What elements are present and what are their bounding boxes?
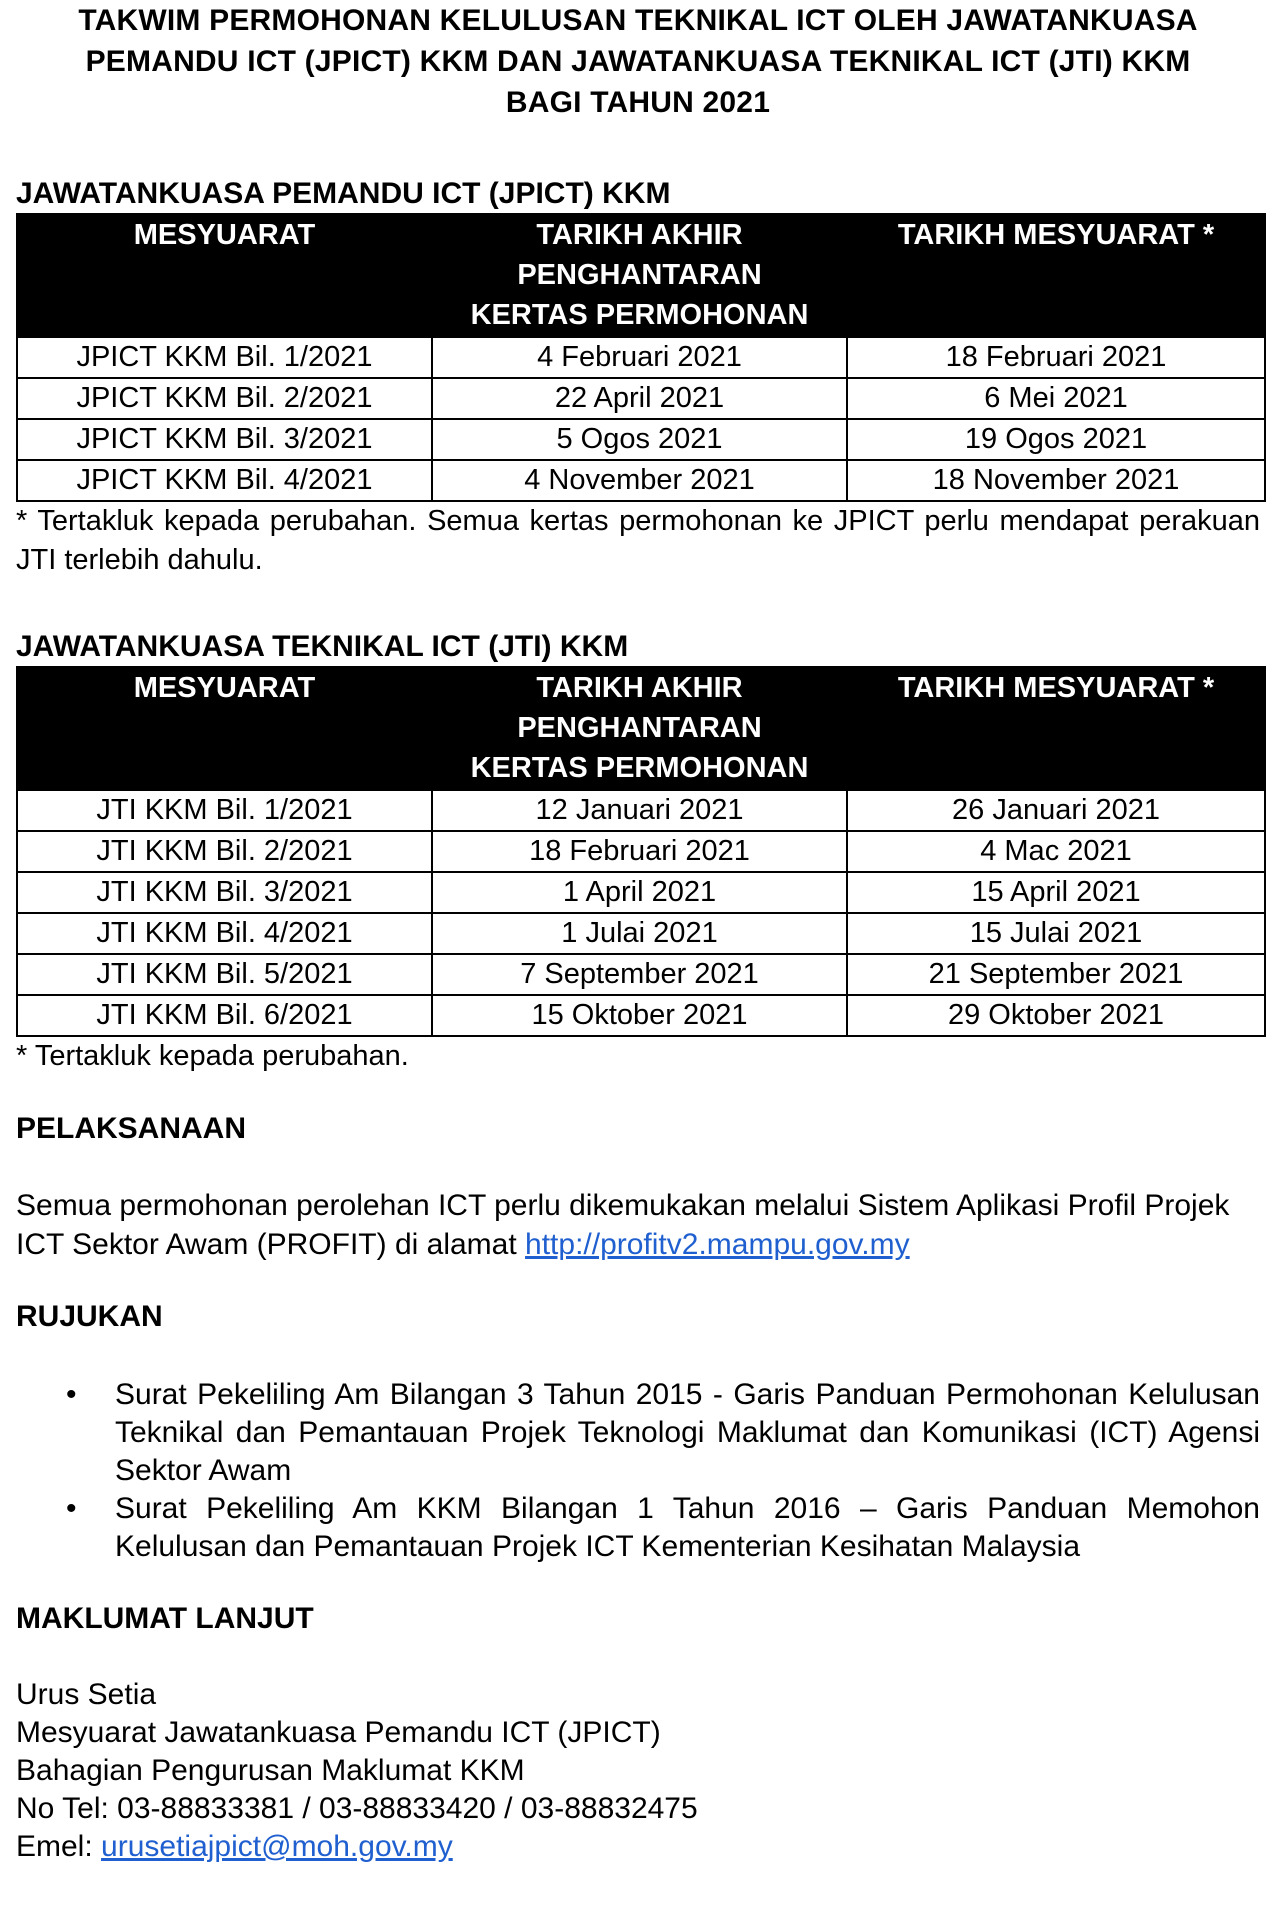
deadline-cell: 1 Julai 2021 <box>432 913 847 954</box>
jti-heading: JAWATANKUASA TEKNIKAL ICT (JTI) KKM <box>16 630 629 663</box>
deadline-cell: 5 Ogos 2021 <box>432 419 847 460</box>
pelaksanaan-heading: PELAKSANAAN <box>16 1112 247 1145</box>
table-row <box>17 872 1265 913</box>
header-deadline-line-2: PENGHANTARAN <box>517 259 762 291</box>
table-row <box>17 378 1265 419</box>
meeting-cell: JPICT KKM Bil. 2/2021 <box>17 378 432 419</box>
deadline-cell: 18 Februari 2021 <box>432 831 847 872</box>
header-deadline-line-2: PENGHANTARAN <box>517 712 762 744</box>
deadline-cell: 1 April 2021 <box>432 872 847 913</box>
title-line-2: PEMANDU ICT (JPICT) KKM DAN JAWATANKUASA TEKNIKAL ICT (JTI) KKM <box>85 45 1191 78</box>
bullet-icon: • <box>66 1378 77 1411</box>
contact-line-3: Bahagian Pengurusan Maklumat KKM <box>16 1754 525 1787</box>
header-deadline <box>432 667 847 790</box>
title-line-3: BAGI TAHUN 2021 <box>505 86 771 119</box>
deadline-cell: 12 Januari 2021 <box>432 790 847 831</box>
contact-phone: No Tel: 03-88833381 / 03-88833420 / 03-88832475 <box>16 1792 698 1825</box>
header-meeting-date <box>847 214 1265 337</box>
header-meeting-label: MESYUARAT <box>133 219 316 251</box>
contact-line-2: Mesyuarat Jawatankuasa Pemandu ICT (JPICT) <box>16 1716 661 1749</box>
header-meeting-label: MESYUARAT <box>133 672 316 704</box>
meeting-cell: JTI KKM Bil. 2/2021 <box>17 831 432 872</box>
meeting-date-cell: 15 Julai 2021 <box>847 913 1265 954</box>
jpict-header-row <box>17 214 1265 337</box>
title-line-1: TAKWIM PERMOHONAN KELULUSAN TEKNIKAL ICT OLEH JAWATANKUASA <box>78 4 1198 37</box>
header-meeting <box>17 214 432 337</box>
meeting-cell: JTI KKM Bil. 6/2021 <box>17 995 432 1036</box>
meeting-cell: JPICT KKM Bil. 1/2021 <box>17 337 432 378</box>
meeting-date-cell: 29 Oktober 2021 <box>847 995 1265 1036</box>
jpict-table <box>16 213 1266 502</box>
table-row <box>17 337 1265 378</box>
contact-block <box>16 1676 1260 1866</box>
header-deadline-line-1: TARIKH AKHIR <box>536 672 743 704</box>
jti-footnote: * Tertakluk kepada perubahan. <box>16 1040 409 1072</box>
jti-table <box>16 666 1266 1037</box>
table-row <box>17 419 1265 460</box>
contact-email-line <box>16 1828 1260 1866</box>
document-title <box>16 0 1260 123</box>
profit-link[interactable]: http://profitv2.mampu.gov.my <box>525 1228 910 1261</box>
deadline-cell: 22 April 2021 <box>432 378 847 419</box>
meeting-date-cell: 26 Januari 2021 <box>847 790 1265 831</box>
bullet-icon: • <box>66 1492 77 1525</box>
header-meeting-date-label: TARIKH MESYUARAT * <box>897 219 1215 251</box>
table-row <box>17 460 1265 501</box>
deadline-cell: 4 November 2021 <box>432 460 847 501</box>
deadline-cell: 15 Oktober 2021 <box>432 995 847 1036</box>
meeting-date-cell: 18 November 2021 <box>847 460 1265 501</box>
deadline-cell: 4 Februari 2021 <box>432 337 847 378</box>
jpict-footnote: * Tertakluk kepada perubahan. Semua kertas permohonan ke JPICT perlu mendapat perakuan JTI terlebih dahulu. <box>16 505 1260 576</box>
meeting-date-cell: 4 Mac 2021 <box>847 831 1265 872</box>
deadline-cell: 7 September 2021 <box>432 954 847 995</box>
header-deadline <box>432 214 847 337</box>
maklumat-heading: MAKLUMAT LANJUT <box>16 1602 314 1635</box>
list-item <box>66 1490 1260 1566</box>
table-row <box>17 954 1265 995</box>
meeting-cell: JTI KKM Bil. 1/2021 <box>17 790 432 831</box>
jti-header-row <box>17 667 1265 790</box>
header-deadline-line-1: TARIKH AKHIR <box>536 219 743 251</box>
header-meeting-date-label: TARIKH MESYUARAT * <box>897 672 1215 704</box>
meeting-date-cell: 19 Ogos 2021 <box>847 419 1265 460</box>
list-item <box>66 1376 1260 1490</box>
table-row <box>17 790 1265 831</box>
table-row <box>17 831 1265 872</box>
email-label: Emel: <box>16 1830 93 1863</box>
contact-line-1: Urus Setia <box>16 1678 157 1711</box>
meeting-date-cell: 21 September 2021 <box>847 954 1265 995</box>
pelaksanaan-paragraph <box>16 1186 1260 1264</box>
table-row <box>17 995 1265 1036</box>
meeting-cell: JTI KKM Bil. 3/2021 <box>17 872 432 913</box>
email-link[interactable]: urusetiajpict@moh.gov.my <box>101 1830 453 1863</box>
jpict-heading: JAWATANKUASA PEMANDU ICT (JPICT) KKM <box>16 177 671 210</box>
header-deadline-line-3: KERTAS PERMOHONAN <box>470 752 809 784</box>
header-meeting-date <box>847 667 1265 790</box>
meeting-cell: JTI KKM Bil. 5/2021 <box>17 954 432 995</box>
meeting-cell: JPICT KKM Bil. 3/2021 <box>17 419 432 460</box>
pelaksanaan-text: Semua permohonan perolehan ICT perlu dikemukakan melalui Sistem Aplikasi Profil Projek ICT Sektor Awam (PROFIT) di alamat <box>16 1189 1230 1261</box>
meeting-date-cell: 15 April 2021 <box>847 872 1265 913</box>
reference-text: Surat Pekeliling Am KKM Bilangan 1 Tahun 2016 – Garis Panduan Memohon Kelulusan dan Pemantauan Projek ICT Kementerian Kesihatan Malaysia <box>115 1492 1260 1563</box>
rujukan-heading: RUJUKAN <box>16 1300 163 1333</box>
header-meeting <box>17 667 432 790</box>
reference-text: Surat Pekeliling Am Bilangan 3 Tahun 2015 - Garis Panduan Permohonan Kelulusan Teknikal dan Pemantauan Projek Teknologi Maklumat dan Komunikasi (ICT) Agensi Sektor Awam <box>115 1378 1260 1487</box>
meeting-cell: JPICT KKM Bil. 4/2021 <box>17 460 432 501</box>
meeting-date-cell: 6 Mei 2021 <box>847 378 1265 419</box>
reference-list <box>16 1376 1260 1566</box>
header-deadline-line-3: KERTAS PERMOHONAN <box>470 299 809 331</box>
meeting-cell: JTI KKM Bil. 4/2021 <box>17 913 432 954</box>
meeting-date-cell: 18 Februari 2021 <box>847 337 1265 378</box>
table-row <box>17 913 1265 954</box>
